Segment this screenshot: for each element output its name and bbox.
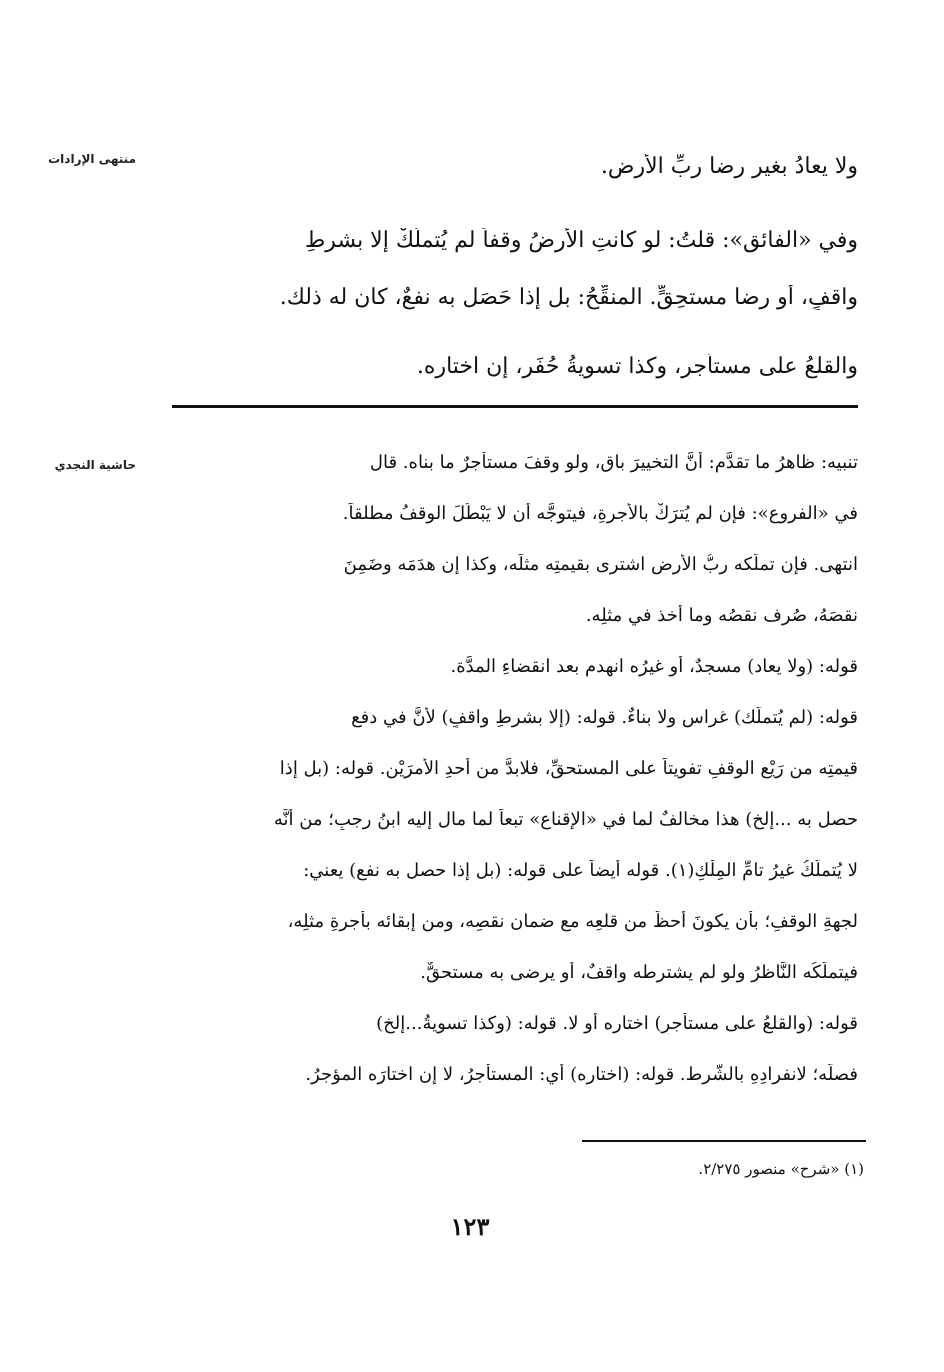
commentary-line: فيتملَّكُه النَّاظرُ ولو لم يشترطه واقفٌ، أو يرضى به مستحقٌّ. xyxy=(420,962,858,983)
footnote-divider xyxy=(582,1140,866,1142)
commentary-line: تنبيه: ظاهرُ ما تقدَّم: أنَّ التخييرَ باقٍ، ولو وقفَ مستأجرٌ ما بناه. قال xyxy=(369,452,858,473)
commentary-line: حصل به ...إلخ) هذا مخالفٌ لما في «الإقناع» تبعاً لما مال إليه ابنُ رجبٍ؛ من أنَّه xyxy=(273,809,858,830)
commentary-line: قوله: (والقلعُ على مستأجرٍ) اختاره أو لا. قوله: (وكذا تسويةُ...إلخ) xyxy=(376,1013,858,1034)
commentary-line: قوله: (ولا يعاد) مسجدٌ، أو غيرُه انهدم بعد انقضاءِ المدَّة. xyxy=(450,656,858,677)
commentary-line: قوله: (لم يُتملَّك) غراس ولا بناءٌ. قوله: (إلا بشرطِ واقفٍ) لأنَّ في دفعِ xyxy=(351,707,858,728)
main-text-line: والقلعُ على مستأجرٍ، وكذا تسويةُ حُفَرٍ، إن اختاره. xyxy=(416,354,858,379)
main-text-line: وفي «الفائق»: قلتُ: لو كانتِ الأرضُ وقفاً لم يُتملَّكْ إلا بشرطِ xyxy=(304,228,858,253)
commentary-line: قيمتِه من رَيْعِ الوقفِ تفويتاً على المستحقِّ، فلابدَّ من أحدِ الأمرَيْنِ. قوله: (بل إذا xyxy=(279,758,858,779)
commentary-line: فصلَّه؛ لانفرادِهِ بالشَّرط. قوله: (اختاره) أي: المستأجرُ، لا إن اختارَه المؤجرُ. xyxy=(305,1064,858,1085)
commentary-line: في «الفروع»: فإن لم يُترَكْ بالأجرةِ، فيتوجَّه أن لا يَبْطُلَ الوقفُ مطلقاً. xyxy=(342,503,858,524)
footnote: (١) «شرح» منصور ٢/٢٧٥. xyxy=(698,1160,864,1178)
section-divider xyxy=(172,405,858,408)
page-number: ١٢٣ xyxy=(450,1212,490,1241)
commentary-line: لا يُتملَّكُ غيرُ تامِّ المِلْكِ(١). قوله أيضاً على قوله: (بل إذا حصل به نفع) يعني: xyxy=(303,860,858,881)
commentary-line: نقصَهُ، صُرِف نقصُه وما أُخذ في مثلِه. xyxy=(585,605,858,626)
main-text-line: ولا يعادُ بغير رضا ربِّ الأرضِ. xyxy=(600,154,858,179)
commentary-line: لجهةِ الوقفِ؛ بأن يكونَ أحظَّ من قلعِه مع ضمان نقصِه، ومن إبقائه بأجرةِ مثلِه، xyxy=(287,911,858,932)
commentary-line: انتهى. فإن تملَّكه ربُّ الأرضِ اشترى بقيمتِه مثلَه، وكذا إن هدَمَه وضَمِنَ xyxy=(343,554,858,575)
running-header-commentary-title: حاشية النجدي xyxy=(54,458,136,472)
main-text-line: واقفٍ، أو رِضا مستحِقٍّ. المنقِّحُ: بل إذا حَصَل به نفعٌ، كان له ذلك. xyxy=(279,285,858,310)
running-header-book-title: منتهى الإرادات xyxy=(48,152,136,166)
